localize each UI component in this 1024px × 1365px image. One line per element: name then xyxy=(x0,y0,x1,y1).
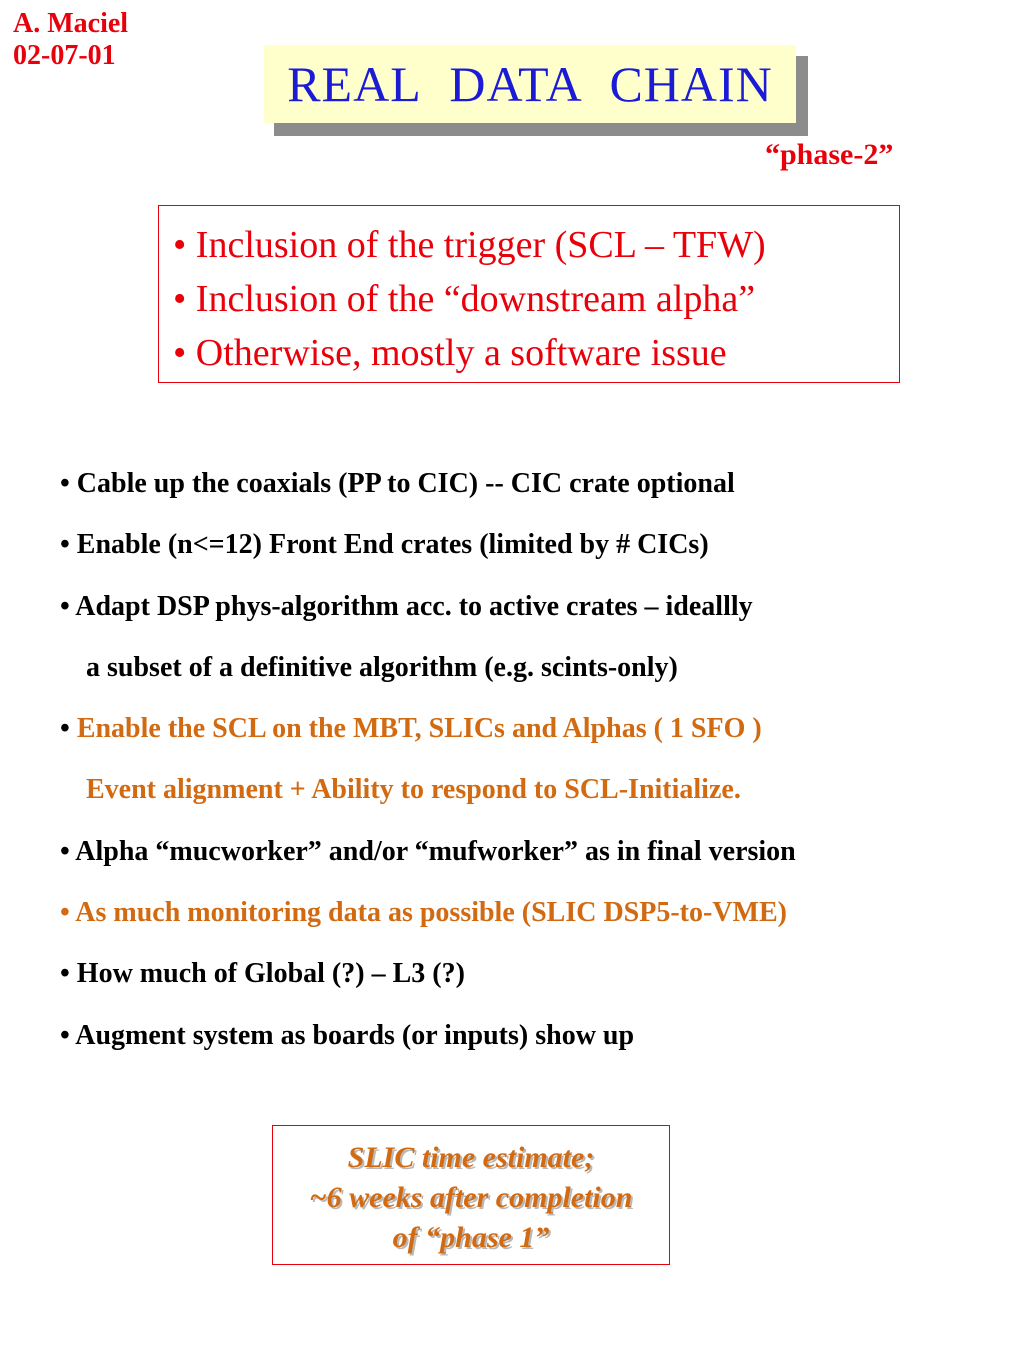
task-item: • Enable (n<=12) Front End crates (limited by # CICs) xyxy=(60,529,709,561)
estimate-line: SLIC time estimate; xyxy=(347,1141,595,1174)
task-item-continuation: a subset of a definitive algorithm (e.g. scints-only) xyxy=(86,651,678,683)
estimate-line: of “phase 1” xyxy=(392,1221,550,1254)
task-item-continuation: Event alignment + Ability to respond to SCL-Initialize. xyxy=(86,774,741,806)
title-box xyxy=(264,45,796,123)
task-item-highlight xyxy=(60,709,1000,770)
author-date: 02-07-01 xyxy=(13,40,116,71)
task-item: • Augment system as boards (or inputs) show up xyxy=(60,1019,635,1051)
task-item-highlight: • As much monitoring data as possible (SLIC DSP5-to-VME) xyxy=(60,897,787,929)
task-list xyxy=(60,464,1000,1077)
author-block xyxy=(13,8,128,72)
phase-label: “phase-2” xyxy=(765,138,894,171)
summary-item: • Otherwise, mostly a software issue xyxy=(173,332,727,374)
page-title: REAL DATA CHAIN xyxy=(287,56,773,112)
estimate-box xyxy=(272,1125,670,1265)
task-item: • Alpha “mucworker” and/or “mufworker” as in final version xyxy=(60,835,796,867)
estimate-line: ~6 weeks after completion xyxy=(309,1181,633,1214)
summary-box xyxy=(158,205,900,383)
task-item: • How much of Global (?) – L3 (?) xyxy=(60,958,465,990)
task-item-highlight-text: Enable the SCL on the MBT, SLICs and Alphas ( 1 SFO ) xyxy=(76,713,762,745)
bullet-marker: • xyxy=(60,713,77,745)
summary-item: • Inclusion of the “downstream alpha” xyxy=(173,278,756,320)
task-item: • Adapt DSP phys-algorithm acc. to active crates – ideallly xyxy=(60,590,753,622)
author-name: A. Maciel xyxy=(13,8,129,39)
summary-item: • Inclusion of the trigger (SCL – TFW) xyxy=(173,224,766,266)
task-item: • Cable up the coaxials (PP to CIC) -- CIC crate optional xyxy=(60,468,735,499)
